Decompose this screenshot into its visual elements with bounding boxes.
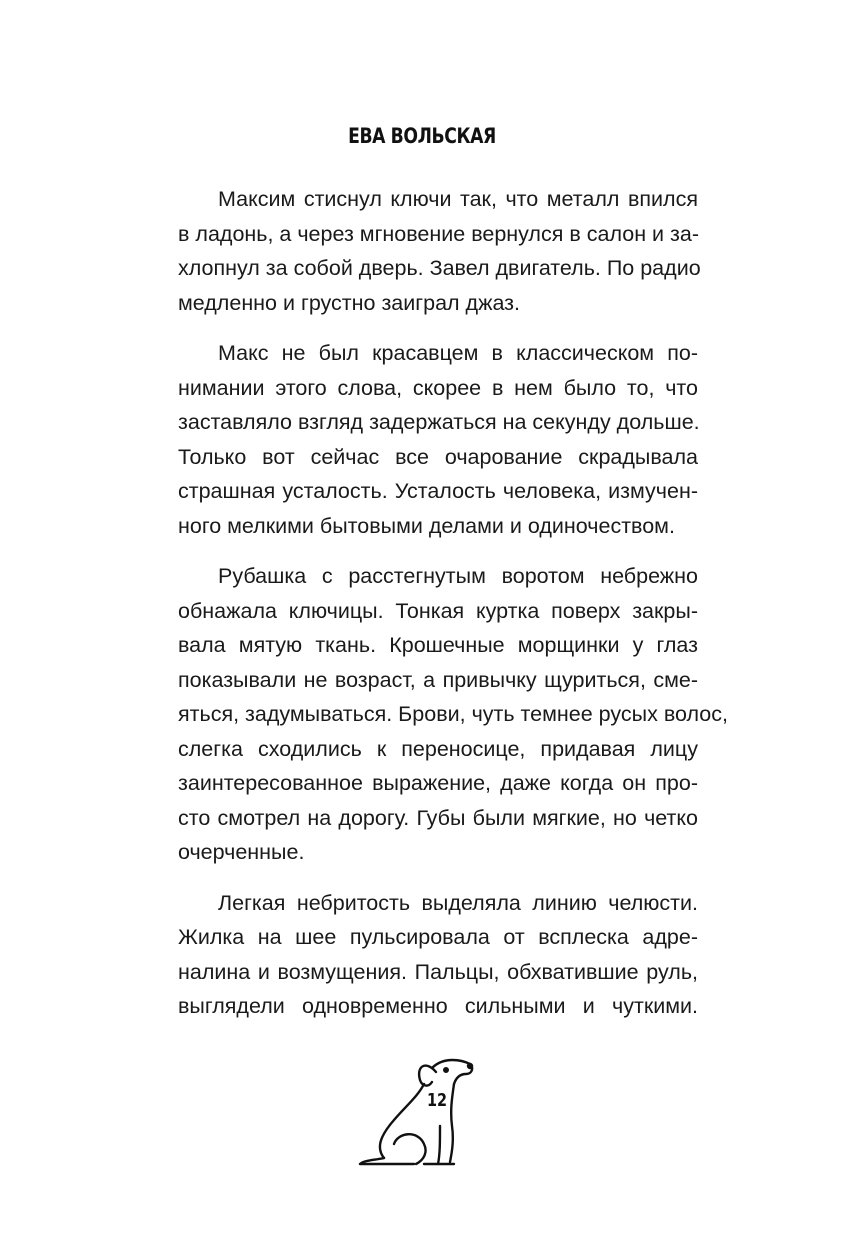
text-line: очерченные.	[178, 840, 305, 864]
paragraph-2	[178, 336, 698, 543]
paragraph-3	[178, 559, 728, 870]
text-line: заставляло взгляд задержаться на секунду дольше.	[178, 410, 700, 434]
paragraph-1	[178, 182, 701, 320]
text-line: заинтересованное выражение, даже когда он про-	[178, 771, 698, 795]
text-line: Легкая небритость выделяла линию челюсти.	[218, 890, 698, 915]
text-line: ного мелкими бытовыми делами и одиночеством.	[178, 513, 675, 538]
text-line: слегка сходились к переносице, придавая лицу	[178, 736, 698, 761]
text-line: выглядели одновременно сильными и чуткими.	[178, 994, 698, 1018]
text-line: страшная усталость. Усталость человека, измучен-	[178, 479, 698, 503]
text-line: Только вот сейчас все очарование скрадывала	[178, 444, 698, 469]
text-line: налина и возмущения. Пальцы, обхватившие руль,	[178, 959, 698, 984]
text-line: Рубашка с расстегнутым воротом небрежно	[218, 564, 698, 588]
text-line: обнажала ключицы. Тонкая куртка поверх закры-	[178, 598, 698, 623]
text-line: Жилка на шее пульсировала от всплеска адре-	[178, 925, 698, 949]
text-line: Максим стиснул ключи так, что металл впился	[218, 187, 698, 211]
dog-icon	[354, 1048, 478, 1172]
text-line: хлопнул за собой дверь. Завел двигатель. По радио	[178, 256, 701, 280]
paragraph-4	[178, 886, 698, 1024]
text-line: Макс не был красавцем в классическом по-	[218, 341, 698, 365]
text-line: вала мятую ткань. Крошечные морщинки у глаз	[178, 633, 698, 657]
text-line: медленно и грустно заиграл джаз.	[178, 290, 521, 315]
running-head-author: ЕВА ВОЛЬСКАЯ	[348, 124, 496, 148]
text-line: в ладонь, а через мгновение вернулся в салон и за-	[178, 221, 699, 246]
body-text	[178, 182, 728, 1024]
page-number: 12	[426, 1090, 448, 1111]
text-line: нимании этого слова, скорее в нем было то, что	[178, 375, 698, 400]
text-line: яться, задумываться. Брови, чуть темнее русых волос,	[178, 702, 728, 726]
text-line: показывали не возраст, а привычку щуриться, сме-	[178, 667, 698, 692]
text-line: сто смотрел на дорогу. Губы были мягкие, но четко	[178, 805, 698, 830]
